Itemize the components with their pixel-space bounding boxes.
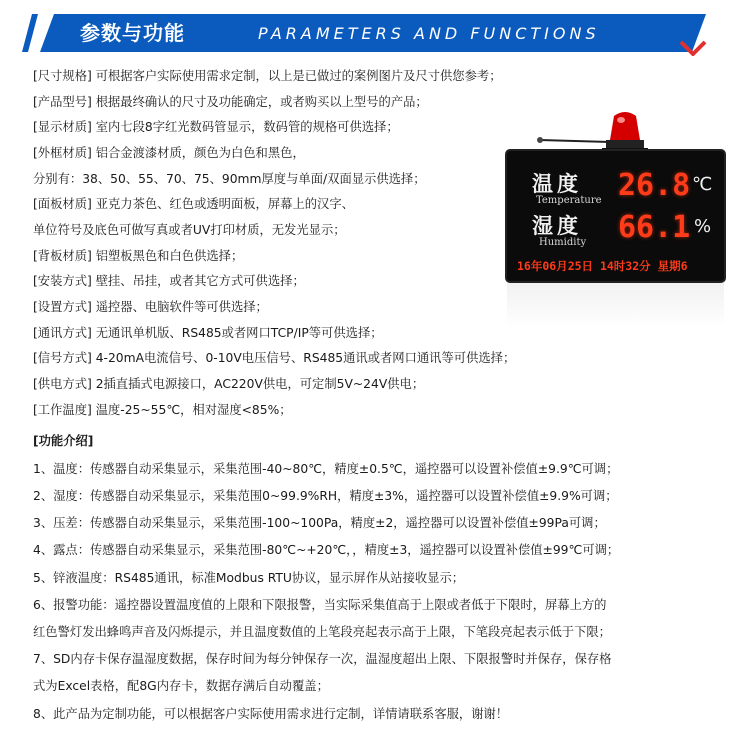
function-line: 红色警灯发出蜂鸣声音及闪烁提示，并且温度数值的上笔段亮起表示高于上限，下笔段亮起表示低于下限； [33, 625, 611, 639]
spec-line: [信号方式] 4-20mA电流信号、0-10V电压信号、RS485通讯或者网口通讯等可供选择； [33, 351, 516, 365]
humidity-label: 湿度 [532, 213, 582, 238]
spec-line: [设置方式] 遥控器、电脑软件等可供选择； [33, 300, 268, 314]
spec-line: [外框材质] 铝合金渡漆材质，颜色为白色和黑色， [33, 146, 305, 160]
function-line: 式为Excel表格，配8G内存卡，数据存满后自动覆盖； [33, 679, 329, 693]
temp-value: 26.8 [618, 168, 691, 203]
spec-line: 分别有：38、50、55、70、75、90mm厚度与单面/双面显示供选择； [33, 172, 426, 186]
temp-label-en: Temperature [536, 195, 602, 206]
header-title-cn: 参数与功能 [80, 21, 185, 45]
function-line: 1、温度：传感器自动采集显示，采集范围-40~80℃，精度±0.5℃，遥控器可以设置补偿值±9.9℃可调； [33, 462, 619, 476]
function-line: 8、此产品为定制功能，可以根据客户实际使用需求进行定制，详情请联系客服，谢谢！ [33, 707, 509, 721]
function-line: 5、锌液温度：RS485通讯，标准Modbus RTU协议，显示屏作从站接收显示； [33, 571, 465, 585]
function-line: 6、报警功能：遥控器设置温度值的上限和下限报警，当实际采集值高于上限或者低于下限时，屏幕上方的 [33, 598, 607, 612]
humidity-value: 66.1 [618, 210, 691, 245]
humidity-label-en: Humidity [539, 237, 587, 248]
function-line: 4、露点：传感器自动采集显示，采集范围-80℃~+20℃，，精度±3，遥控器可以设置补偿值±99℃可调； [33, 543, 620, 557]
humidity-unit: % [694, 216, 712, 237]
temp-unit: ℃ [692, 174, 713, 195]
spec-line: [通讯方式] 无通讯单机版、RS485或者网口TCP/IP等可供选择； [33, 326, 383, 340]
spec-line: [安装方式] 壁挂、吊挂，或者其它方式可供选择； [33, 274, 305, 288]
function-line: 3、压差：传感器自动采集显示，采集范围-100~100Pa，精度±2，遥控器可以设置补偿值±99Pa可调； [33, 516, 606, 530]
temp-label: 温度 [532, 171, 582, 196]
banner-accent [22, 14, 38, 52]
spec-line: [显示材质] 室内七段8字红光数码管显示，数码管的规格可供选择； [33, 120, 399, 134]
chevron-down-icon [678, 40, 708, 56]
spec-line: [工作温度] 温度-25~55℃，相对湿度<85%； [33, 403, 292, 417]
header-banner [0, 0, 750, 62]
spec-line: [背板材质] 铝塑板黑色和白色供选择； [33, 249, 244, 263]
function-line: 2、湿度：传感器自动采集显示，采集范围0~99.9%RH，精度±3%，遥控器可以设置补偿值±9.9%可调； [33, 489, 618, 503]
function-line: 7、SD内存卡保存温湿度数据，保存时间为每分钟保存一次，温湿度超出上限、下限报警时并保存，保存格 [33, 652, 612, 666]
header-title-en: PARAMETERS AND FUNCTIONS [258, 24, 600, 43]
spec-line: 单位符号及底色可做写真或者UV打印材质，无发光显示； [33, 223, 346, 237]
datetime-readout: 16年06月25日 14时32分 星期6 [517, 259, 688, 273]
spec-line: [尺寸规格] 可根据客户实际使用需求定制，以上是已做过的案例图片及尺寸供您参考； [33, 69, 502, 83]
spec-line: [产品型号] 根据最终确认的尺寸及功能确定，或者购买以上型号的产品； [33, 95, 428, 109]
panel-reflection [507, 283, 724, 328]
spec-line: [面板材质] 亚克力茶色、红色或透明面板，屏幕上的汉字、 [33, 197, 354, 211]
alarm-light-icon [530, 110, 650, 155]
spec-line: [供电方式] 2插直插式电源接口，AC220V供电，可定制5V~24V供电； [33, 377, 425, 391]
functions-title: [功能介绍] [33, 434, 94, 448]
